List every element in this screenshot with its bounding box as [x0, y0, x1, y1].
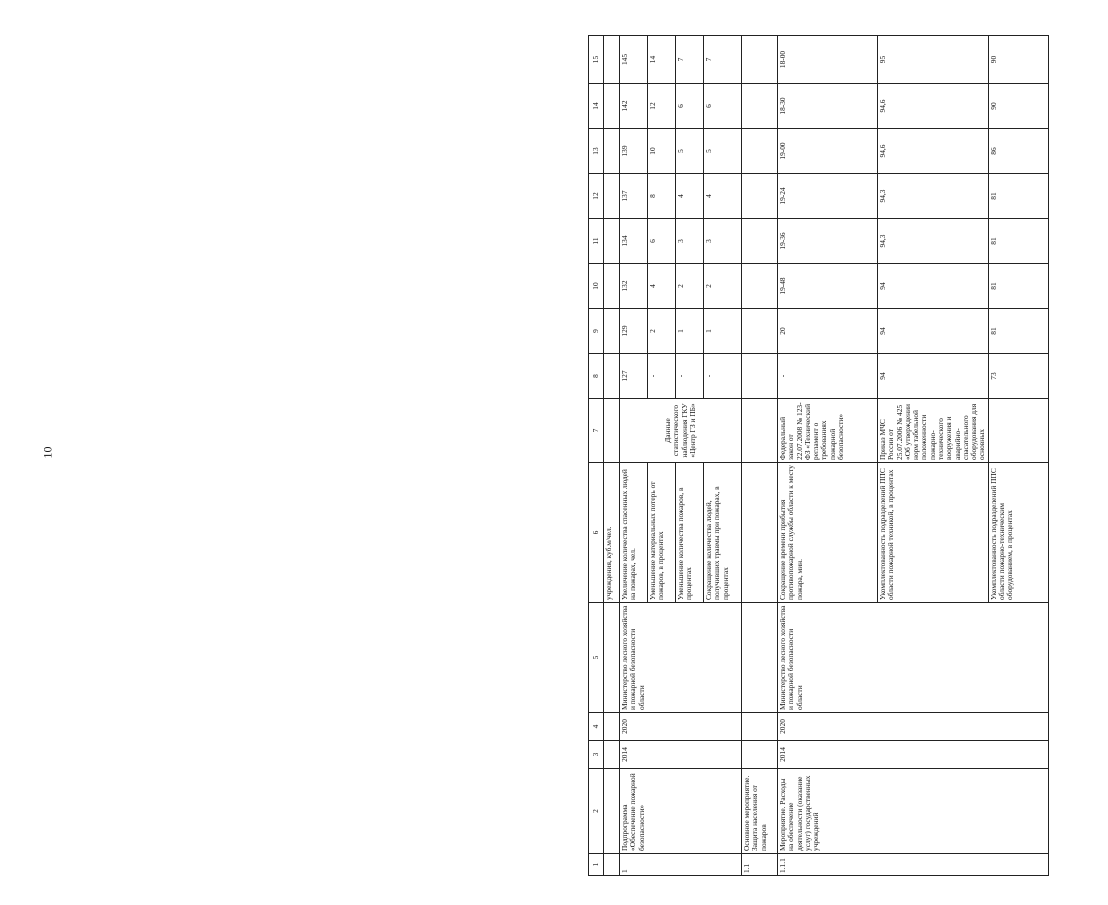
value-cell: -: [704, 354, 742, 399]
header-cell: 10: [589, 264, 604, 309]
value-cell: 137: [620, 174, 648, 219]
rotated-table-container: [588, 36, 1108, 876]
indicator-text: Укомплектованность подразделений ППС области пожарной техникой, в процентах: [878, 463, 989, 603]
value-cell: 139: [620, 129, 648, 174]
value-cell: 5: [676, 129, 704, 174]
header-cell: 9: [589, 309, 604, 354]
value-cell: 94,3: [878, 174, 989, 219]
indicator-source: Данные статистического наблюдения ГКУ «Центр ГЗ и ПБ»: [620, 399, 742, 463]
value-cell: 10: [648, 129, 676, 174]
value-cell: 6: [648, 219, 676, 264]
value-cell: 134: [620, 219, 648, 264]
item-name: Подпрограмма «Обеспечение пожарной безопасности»: [620, 769, 742, 854]
value-cell: 81: [988, 174, 1048, 219]
header-cell: 5: [589, 603, 604, 713]
executor: Министерство лесного хозяйства и пожарной безопасности области: [778, 603, 1049, 713]
value-cell: 19-36: [778, 219, 878, 264]
value-cell: 129: [620, 309, 648, 354]
item-name: Мероприятие. Расходы на обеспечение деятельности (оказание услуг) государственных учреждений: [778, 769, 1049, 854]
value-cell: 14: [648, 36, 676, 84]
row-number: 1.1.1: [778, 854, 1049, 876]
start-year: 2014: [620, 741, 742, 769]
page-number: 10: [40, 446, 55, 459]
value-cell: 19-24: [778, 174, 878, 219]
value-cell: 142: [620, 84, 648, 129]
value-cell: 20: [778, 309, 878, 354]
value-cell: 94: [878, 309, 989, 354]
value-cell: 6: [704, 84, 742, 129]
value-cell: 4: [704, 174, 742, 219]
value-cell: 94: [878, 354, 989, 399]
header-cell: 12: [589, 174, 604, 219]
header-cell: 3: [589, 741, 604, 769]
header-cell: 13: [589, 129, 604, 174]
value-cell: 7: [676, 36, 704, 84]
value-cell: 132: [620, 264, 648, 309]
table-row: [742, 36, 778, 876]
value-cell: 81: [988, 219, 1048, 264]
header-cell: 11: [589, 219, 604, 264]
continuation-text: учреждения, куб.м/чел.: [604, 463, 620, 603]
value-cell: 7: [704, 36, 742, 84]
indicator-source: [988, 399, 1048, 463]
indicator-text: Увеличение количества спасенных людей на пожарах, чел.: [620, 463, 648, 603]
value-cell: 3: [676, 219, 704, 264]
value-cell: 90: [988, 36, 1048, 84]
value-cell: 90: [988, 84, 1048, 129]
value-cell: -: [648, 354, 676, 399]
header-cell: 7: [589, 399, 604, 463]
header-cell: 6: [589, 463, 604, 603]
value-cell: 94,6: [878, 84, 989, 129]
value-cell: 3: [704, 219, 742, 264]
value-cell: 95: [878, 36, 989, 84]
value-cell: 2: [676, 264, 704, 309]
indicator-text: Уменьшение материальных потерь от пожаров, в процентах: [648, 463, 676, 603]
end-year: 2020: [620, 713, 742, 741]
header-cell: 1: [589, 854, 604, 876]
value-cell: 94,3: [878, 219, 989, 264]
value-cell: 18-00: [778, 36, 878, 84]
value-cell: 2: [704, 264, 742, 309]
item-name: Основное мероприятие. Защита населения от пожаров: [742, 769, 778, 854]
value-cell: 8: [648, 174, 676, 219]
indicator-source: Приказ МЧС России от 25.07.2006 № 425 «Об утверждении норм табельной положенности пожарно-технического вооружения и аварийно-спасательного оборудования для основных: [878, 399, 989, 463]
value-cell: 73: [988, 354, 1048, 399]
table-row: [620, 36, 648, 876]
header-cell: 4: [589, 713, 604, 741]
value-cell: 86: [988, 129, 1048, 174]
value-cell: 4: [676, 174, 704, 219]
header-cell: 8: [589, 354, 604, 399]
value-cell: 2: [648, 309, 676, 354]
header-cell: 15: [589, 36, 604, 84]
value-cell: 5: [704, 129, 742, 174]
value-cell: 1: [676, 309, 704, 354]
header-cell: 14: [589, 84, 604, 129]
start-year: 2014: [778, 741, 1049, 769]
value-cell: -: [778, 354, 878, 399]
indicator-source: Федеральный закон от 22.07.2008 № 123-ФЗ «Технический регламент о требованиях пожарной безопасности»: [778, 399, 878, 463]
indicators-table: [588, 35, 1049, 876]
value-cell: 1: [704, 309, 742, 354]
indicator-text: Укомплектованность подразделений ППС области пожарно-техническим оборудованием, в процентах: [988, 463, 1048, 603]
indicator-text: Уменьшение количества пожаров, в процентах: [676, 463, 704, 603]
value-cell: 127: [620, 354, 648, 399]
value-cell: -: [676, 354, 704, 399]
value-cell: 12: [648, 84, 676, 129]
value-cell: 4: [648, 264, 676, 309]
header-row: [589, 36, 604, 876]
row-number: 1.1: [742, 854, 778, 876]
continuation-row: [604, 36, 620, 876]
table-row: [778, 36, 878, 876]
row-number: 1: [620, 854, 742, 876]
value-cell: 6: [676, 84, 704, 129]
indicator-text: Сокращение времени прибытия противопожарной службы области к месту пожара, мин.: [778, 463, 878, 603]
value-cell: 19-00: [778, 129, 878, 174]
value-cell: 19-48: [778, 264, 878, 309]
header-cell: 2: [589, 769, 604, 854]
value-cell: 94: [878, 264, 989, 309]
end-year: 2020: [778, 713, 1049, 741]
value-cell: 94,6: [878, 129, 989, 174]
value-cell: 81: [988, 264, 1048, 309]
value-cell: 18-30: [778, 84, 878, 129]
executor: Министерство лесного хозяйства и пожарной безопасности области: [620, 603, 742, 713]
indicator-text: Сокращение количества людей, получивших травмы при пожарах, в процентах: [704, 463, 742, 603]
value-cell: 81: [988, 309, 1048, 354]
value-cell: 145: [620, 36, 648, 84]
